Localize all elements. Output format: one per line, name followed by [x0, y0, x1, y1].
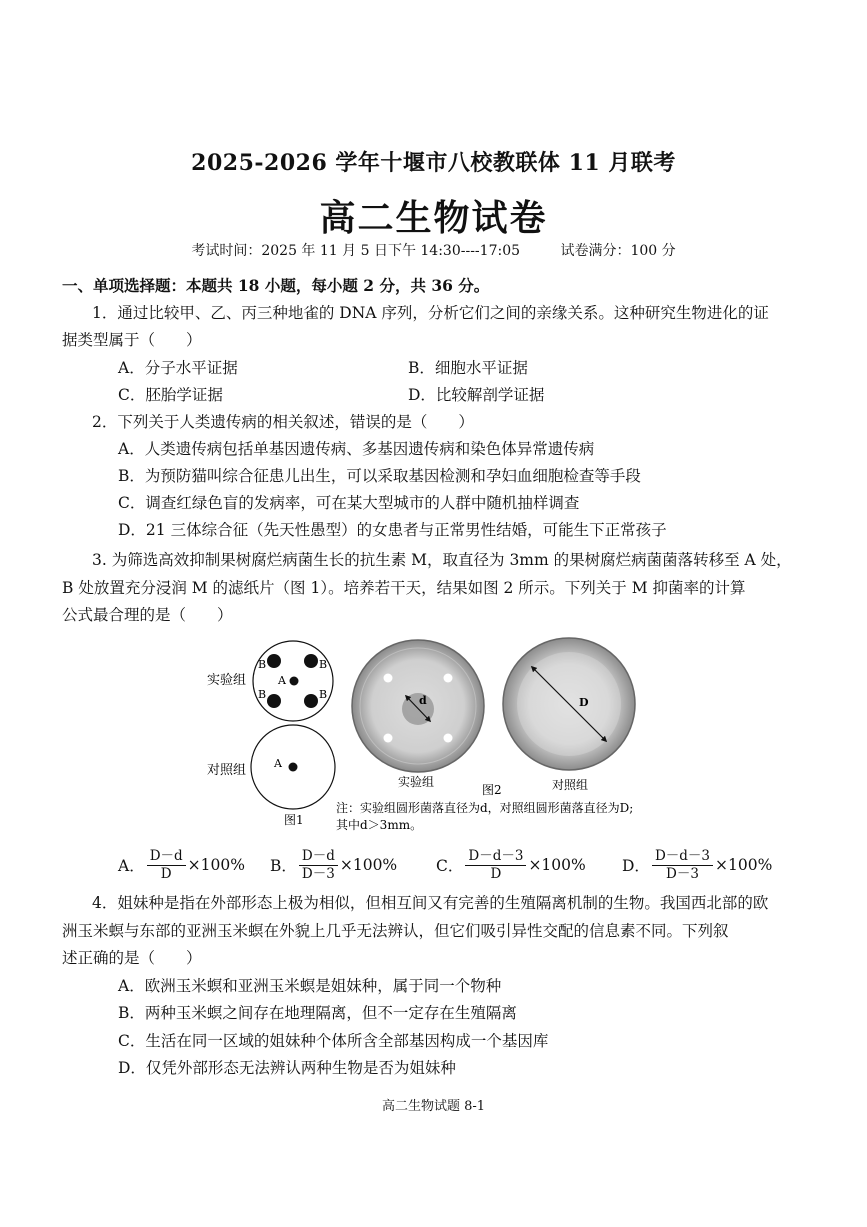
fig1-disc-b: [304, 694, 318, 708]
q3-option-a-numerator: D－d: [147, 848, 186, 866]
q3-figure: [195, 634, 675, 838]
fig2-disc: [444, 734, 453, 743]
q1-option-a: A．分子水平证据: [118, 359, 238, 377]
fig2-experiment-caption: 实验组: [398, 775, 435, 789]
q3-option-b-fraction: [299, 848, 338, 883]
fig1-colony-a: [290, 677, 299, 686]
q3-option-c: [436, 843, 586, 887]
exam-time: 考试时间：2025 年 11 月 5 日下午 14:30----17:05: [191, 243, 521, 259]
fig2-control-caption: 对照组: [552, 778, 589, 792]
q4-option-a: A．欧洲玉米螟和亚洲玉米螟是姐妹种，属于同一个物种: [118, 977, 502, 995]
fig1-label-control: 对照组: [207, 763, 247, 778]
fig2-disc: [384, 674, 393, 683]
fig1-mark-b: B: [258, 688, 267, 701]
q3-option-d-fraction: [652, 848, 713, 883]
q3-option-b-denominator: D－3: [301, 865, 335, 882]
q3-stem-line1: 3. 为筛选高效抑制果树腐烂病菌生长的抗生素 M，取直径为 3mm 的果树腐烂病菌菌落转移至 A 处，: [92, 551, 792, 569]
fig1-colony-a: [289, 763, 298, 772]
q1-option-b: B．细胞水平证据: [408, 359, 528, 377]
q3-stem-line3: 公式最合理的是（ ）: [62, 606, 233, 624]
fig2-caption: 图2: [482, 783, 502, 797]
q3-stem-line2: B 处放置充分浸润 M 的滤纸片（图 1）。培养若干天，结果如图 2 所示。下列关于 M 抑菌率的计算: [62, 579, 746, 597]
fig2-mark-d: d: [419, 694, 427, 707]
q3-option-c-fraction: [465, 848, 526, 883]
fig1-disc-b: [267, 654, 281, 668]
q3-option-a-denominator: D: [160, 865, 172, 882]
q1-option-d: D．比较解剖学证据: [408, 386, 545, 404]
fig-note-line2: 其中d＞3mm。: [336, 818, 423, 832]
q1-stem-line2: 据类型属于（ ）: [62, 331, 202, 349]
q3-option-c-denominator: D: [490, 865, 502, 882]
fig1-mark-a: A: [278, 674, 286, 687]
q3-option-b-numerator: D－d: [299, 848, 338, 866]
q4-option-d: D．仅凭外部形态无法辨认两种生物是否为姐妹种: [118, 1059, 456, 1077]
q2-option-c: C．调查红绿色盲的发病率，可在某大型城市的人群中随机抽样调查: [118, 494, 580, 512]
fig1-label-experiment: 实验组: [207, 673, 247, 688]
q4-stem-line2: 洲玉米螟与东部的亚洲玉米螟在外貌上几乎无法辨认，但它们吸引异性交配的信息素不同。下列叙: [62, 922, 729, 940]
q3-option-d-numerator: D－d－3: [652, 848, 713, 866]
fig2-disc: [444, 674, 453, 683]
exam-title: 2025-2026 学年十堰市八校教联体 11 月联考: [191, 150, 676, 176]
page-footer: 高二生物试题 8-1: [381, 1099, 486, 1114]
exam-meta: [0, 240, 867, 260]
fig1-mark-b: B: [319, 658, 328, 671]
fig1-disc-b: [304, 654, 318, 668]
fig-note-line1: 注：实验组圆形菌落直径为d，对照组圆形菌落直径为D;: [336, 801, 634, 815]
section-heading: 一、单项选择题：本题共 18 小题，每小题 2 分，共 36 分。: [62, 276, 490, 295]
q3-option-c-letter: C．: [436, 857, 464, 875]
q4-option-b: B．两种玉米螟之间存在地理隔离，但不一定存在生殖隔离: [118, 1004, 517, 1022]
q3-option-b: [270, 843, 397, 887]
q4-stem-line1: 4．姐妹种是指在外部形态上极为相似，但相互间又有完善的生殖隔离机制的生物。我国西北部的欧: [92, 894, 769, 912]
q2-option-d: D．21 三体综合征（先天性愚型）的女患者与正常男性结婚，可能生下正常孩子: [118, 521, 667, 539]
full-score: 试卷满分：100 分: [560, 243, 676, 259]
q2-option-b: B．为预防猫叫综合征患儿出生，可以采取基因检测和孕妇血细胞检查等手段: [118, 467, 641, 485]
fig1-mark-a: A: [274, 757, 282, 770]
subject-title: 高二生物试卷: [319, 197, 548, 239]
q3-option-d-denominator: D－3: [666, 865, 699, 882]
fig1-caption: 图1: [284, 813, 304, 827]
fig2-disc: [384, 734, 393, 743]
q2-stem: 2．下列关于人类遗传病的相关叙述，错误的是（ ）: [92, 413, 474, 431]
q3-option-a-fraction: [147, 848, 186, 883]
q4-option-c: C．生活在同一区域的姐妹种个体所含全部基因构成一个基因库: [118, 1032, 549, 1050]
q3-option-a-letter: A．: [118, 857, 145, 875]
fig1-mark-b: B: [258, 658, 267, 671]
q3-option-a-tail: ×100%: [187, 856, 245, 874]
q4-stem-line3: 述正确的是（ ）: [62, 949, 202, 967]
q3-option-d-tail: ×100%: [715, 856, 773, 874]
q3-option-d-letter: D．: [622, 857, 650, 875]
q1-option-c: C．胚胎学证据: [118, 386, 223, 404]
fig2-mark-d: D: [579, 696, 589, 709]
q3-option-c-tail: ×100%: [528, 856, 586, 874]
q3-option-a: [118, 843, 245, 887]
q3-option-c-numerator: D－d－3: [465, 848, 526, 866]
fig1-disc-b: [267, 694, 281, 708]
q3-option-d: [622, 843, 772, 887]
q2-option-a: A．人类遗传病包括单基因遗传病、多基因遗传病和染色体异常遗传病: [118, 440, 595, 458]
q1-stem-line1: 1．通过比较甲、乙、丙三种地雀的 DNA 序列，分析它们之间的亲缘关系。这种研究生物进化的证: [92, 304, 769, 322]
q3-option-b-letter: B．: [270, 857, 297, 875]
fig1-mark-b: B: [319, 688, 328, 701]
q3-option-b-tail: ×100%: [339, 856, 398, 874]
